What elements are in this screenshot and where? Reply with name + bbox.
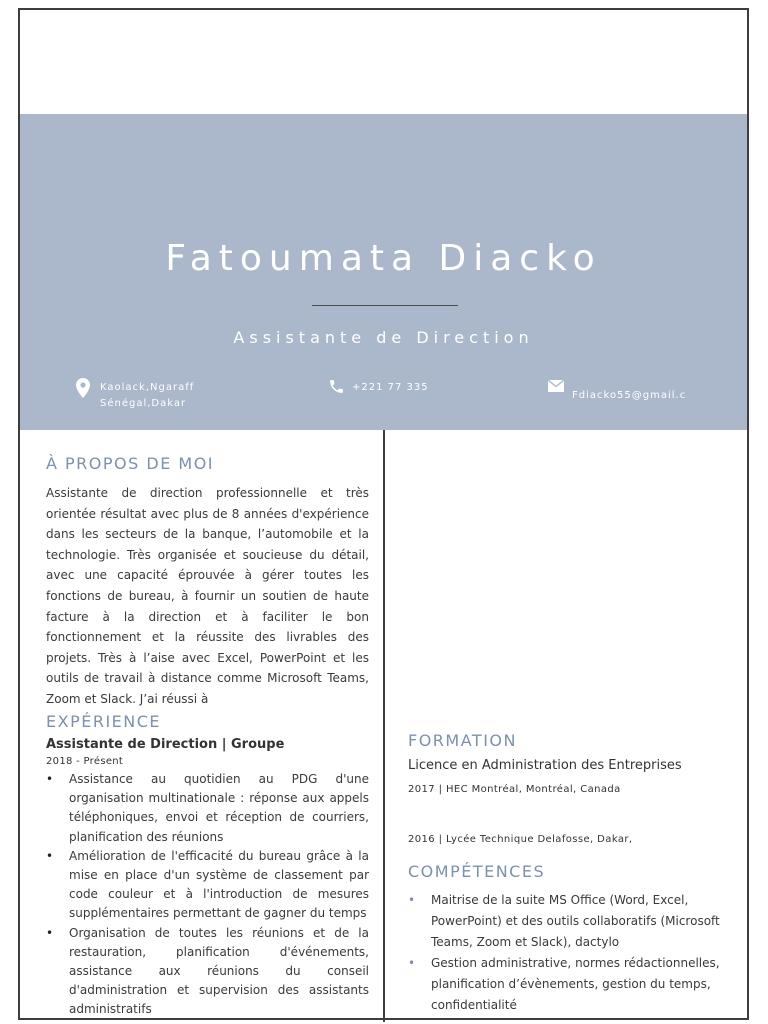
phone-number: +221 77 335 — [352, 382, 429, 393]
skills-heading: COMPÉTENCES — [408, 862, 546, 881]
location-line-2: Sénégal,Dakar — [100, 398, 187, 409]
degree-title: Licence en Administration des Entreprises — [408, 758, 682, 773]
map-pin-icon — [76, 378, 90, 404]
formation-entry-1: 2017 | HEC Montréal, Montréal, Canada — [408, 784, 621, 795]
formation-entry-2: 2016 | Lycée Technique Delafosse, Dakar, — [408, 834, 633, 845]
envelope-icon — [548, 380, 564, 398]
email-address: Fdiacko55@gmail.c — [572, 390, 687, 401]
location-line-1: Kaolack,Ngaraff — [100, 382, 195, 393]
column-divider — [383, 430, 385, 1022]
list-item: • Maitrise de la suite MS Office (Word, Excel, PowerPoint) et des outils collaboratifs (Microsoft Teams, Zoom et Slack), dactylo — [408, 893, 720, 949]
experience-heading: EXPÉRIENCE — [46, 712, 162, 731]
header-banner — [20, 114, 747, 430]
about-heading: À PROPOS DE MOI — [46, 454, 215, 473]
skills-list — [408, 890, 728, 1012]
job-title: Assistante de Direction | Groupe — [46, 737, 285, 752]
formation-heading: FORMATION — [408, 731, 517, 750]
candidate-name: Fatoumata Diacko — [165, 238, 602, 279]
list-item: • Gestion administrative, normes rédactionnelles, planification d’évènements, gestion du temps, confidentialité — [408, 956, 720, 1012]
about-text: Assistante de direction professionnelle et très orientée résultat avec plus de 8 années d'expérience dans les secteurs de la banque, l’automobile et la technologie. Très organisée et soucieuse du détail, avec une capacité éprouvée à gérer toutes les fonctions de bureau, à fournir un soutien de haute facture à la direction et à faciliter le bon fonctionnement et la réussite des livrables des projets. Très à l’aise avec Excel, PowerPoint et les outils de travail à distance comme Microsoft Teams, Zoom et Slack. J’ai réussi à — [46, 486, 369, 706]
list-item: • Organisation de toutes les réunions et de la restauration, planification d'événements, assistance aux réunions du conseil d'administration et supervision des assistants administratifs — [46, 925, 369, 1017]
contact-email — [548, 378, 688, 404]
name-underline — [312, 305, 458, 306]
phone-icon — [328, 378, 345, 401]
job-dates: 2018 - Présent — [46, 756, 124, 767]
list-item: • Assistance au quotidien au PDG d'une organisation multinationale : réponse aux appels téléphoniques, envoi et réception de courriers, planification des réunions — [46, 772, 369, 844]
resume-page — [18, 8, 749, 1020]
list-item: • Amélioration de l'efficacité du bureau grâce à la mise en place d'un système de classement par code couleur et à l'introduction de mesures supplémentaires permettant de gagner du temps — [46, 848, 369, 921]
job-subtitle: Assistante de Direction — [233, 328, 534, 347]
experience-list — [46, 770, 369, 1017]
